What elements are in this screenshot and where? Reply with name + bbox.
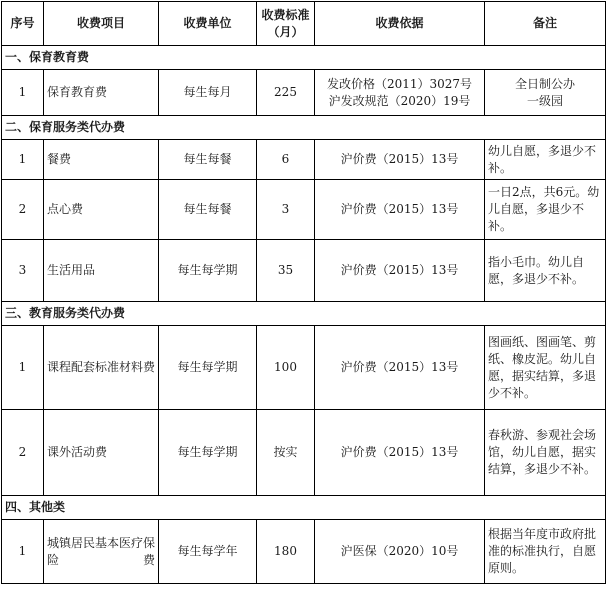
table-row xyxy=(2,326,606,410)
row-basis: 沪价费（2015）13号 xyxy=(315,140,485,180)
section-row xyxy=(2,46,606,70)
row-note: 全日制公办 一级园 xyxy=(485,70,606,116)
table-row xyxy=(2,410,606,496)
section-row xyxy=(2,496,606,520)
section-title: 三、教育服务类代办费 xyxy=(2,302,606,326)
row-note: 春秋游、参观社会场馆，幼儿自愿，据实结算，多退少不补。 xyxy=(485,410,606,496)
table-row xyxy=(2,140,606,180)
section-title: 二、保育服务类代办费 xyxy=(2,116,606,140)
row-unit: 每生每学期 xyxy=(159,240,257,302)
row-standard: 100 xyxy=(257,326,315,410)
row-item: 点心费 xyxy=(44,180,159,240)
section-title: 一、保育教育费 xyxy=(2,46,606,70)
row-unit: 每生每学年 xyxy=(159,520,257,584)
row-note: 指小毛巾。幼儿自愿，多退少不补。 xyxy=(485,240,606,302)
row-standard: 3 xyxy=(257,180,315,240)
row-unit: 每生每餐 xyxy=(159,180,257,240)
header-unit: 收费单位 xyxy=(159,2,257,46)
row-note: 根据当年度市政府批准的标准执行，自愿原则。 xyxy=(485,520,606,584)
row-standard: 6 xyxy=(257,140,315,180)
row-note: 图画纸、图画笔、剪纸、橡皮泥。幼儿自愿，据实结算，多退少不补。 xyxy=(485,326,606,410)
row-basis: 沪价费（2015）13号 xyxy=(315,180,485,240)
header-note: 备注 xyxy=(485,2,606,46)
table-row xyxy=(2,180,606,240)
header-row xyxy=(2,2,606,46)
table-row xyxy=(2,520,606,584)
row-no: 1 xyxy=(2,326,44,410)
row-basis: 沪价费（2015）13号 xyxy=(315,240,485,302)
row-basis: 沪医保（2020）10号 xyxy=(315,520,485,584)
row-unit: 每生每学期 xyxy=(159,326,257,410)
row-basis: 沪价费（2015）13号 xyxy=(315,326,485,410)
row-standard: 180 xyxy=(257,520,315,584)
header-item: 收费项目 xyxy=(44,2,159,46)
table-row xyxy=(2,70,606,116)
row-standard: 按实 xyxy=(257,410,315,496)
row-no: 2 xyxy=(2,410,44,496)
section-row xyxy=(2,116,606,140)
header-no: 序号 xyxy=(2,2,44,46)
row-unit: 每生每月 xyxy=(159,70,257,116)
fee-table xyxy=(1,1,606,584)
row-item: 生活用品 xyxy=(44,240,159,302)
header-standard: 收费标准（月） xyxy=(257,2,315,46)
row-basis: 发改价格（2011）3027号 沪发改规范（2020）19号 xyxy=(315,70,485,116)
row-standard: 35 xyxy=(257,240,315,302)
row-unit: 每生每学期 xyxy=(159,410,257,496)
row-no: 2 xyxy=(2,180,44,240)
row-note: 幼儿自愿，多退少不补。 xyxy=(485,140,606,180)
row-unit: 每生每餐 xyxy=(159,140,257,180)
row-no: 1 xyxy=(2,140,44,180)
section-title: 四、其他类 xyxy=(2,496,606,520)
header-basis: 收费依据 xyxy=(315,2,485,46)
row-item: 保育教育费 xyxy=(44,70,159,116)
row-item: 课外活动费 xyxy=(44,410,159,496)
table-row xyxy=(2,240,606,302)
row-no: 1 xyxy=(2,70,44,116)
row-item: 课程配套标准材料费 xyxy=(44,326,159,410)
row-item: 城镇居民基本医疗保险费 xyxy=(44,520,159,584)
row-no: 1 xyxy=(2,520,44,584)
row-item: 餐费 xyxy=(44,140,159,180)
row-no: 3 xyxy=(2,240,44,302)
row-standard: 225 xyxy=(257,70,315,116)
section-row xyxy=(2,302,606,326)
row-basis: 沪价费（2015）13号 xyxy=(315,410,485,496)
row-note: 一日2点，共6元。幼儿自愿，多退少不补。 xyxy=(485,180,606,240)
